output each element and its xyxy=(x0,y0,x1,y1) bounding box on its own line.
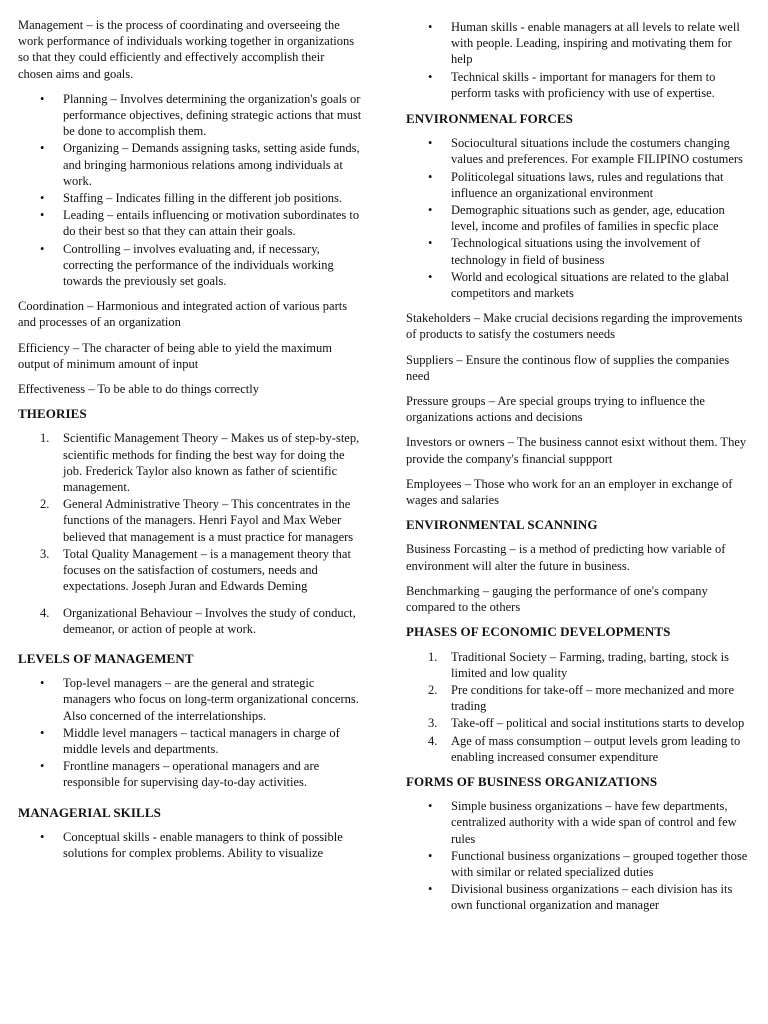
list-item: • Sociocultural situations include the costumers changing values and preferences. For example FILIPINO costumers xyxy=(406,135,752,167)
forms-list xyxy=(406,798,752,913)
list-item: • Frontline managers – operational managers and are responsible for supervising day-to-day activities. xyxy=(18,758,362,790)
efficiency-definition: Efficiency – The character of being able to yield the maximum output of minimum amount of input xyxy=(18,340,333,371)
list-item xyxy=(18,605,362,637)
skills-list-continued xyxy=(406,19,752,101)
left-column xyxy=(18,17,362,870)
list-text: Organizational Behaviour – Involves the study of conduct, demeanor, or action of people at work. xyxy=(63,605,356,636)
list-item: • Simple business organizations – have few departments, centralized authority with a wide span of control and few rules xyxy=(406,798,752,847)
list-item: • Politicolegal situations laws, rules and regulations that influence an organizational environment xyxy=(406,169,752,201)
list-item xyxy=(18,546,362,595)
list-item xyxy=(18,430,362,495)
list-number: 1. xyxy=(40,431,50,446)
phases-heading: PHASES OF ECONOMIC DEVELOPMENTS xyxy=(406,624,671,640)
employees-definition: Employees – Those who work for an an employer in exchange of wages and salaries xyxy=(406,476,733,508)
list-item: • Controlling – involves evaluating and, if necessary, correcting the performance of the individuals working towards the previously set goals. xyxy=(18,241,362,290)
skills-list xyxy=(18,829,362,861)
list-item: • Technical skills - important for managers for them to perform tasks with proficiency with use of expertise. xyxy=(406,69,752,101)
environmental-forces-list xyxy=(406,135,752,301)
list-number: 3. xyxy=(40,546,50,561)
management-definition: Management – is the process of coordinating and overseeing the work performance of individuals working together in organizations so that they could efficiently and effectively accomplish their chosen aims and goals. xyxy=(18,18,355,81)
list-item xyxy=(406,649,752,681)
coordination-definition: Coordination – Harmonious and integrated action of various parts and processes of an organization xyxy=(18,299,348,330)
list-item: • Technological situations using the involvement of technology in field of business xyxy=(406,235,752,267)
list-item xyxy=(18,496,362,545)
levels-list xyxy=(18,675,362,790)
list-text: Pre conditions for take-off – more mechanized and more trading xyxy=(451,682,735,714)
list-text: Take-off – political and social institutions starts to develop xyxy=(451,716,745,731)
investors-definition: Investors or owners – The business cannot esixt without them. They provide the company's financial suppport xyxy=(406,435,747,466)
theories-list xyxy=(18,430,362,636)
right-column xyxy=(406,19,752,923)
list-number: 4. xyxy=(428,733,438,748)
list-item: • Demographic situations such as gender, age, education level, income and profiles of families in specfic place xyxy=(406,202,752,234)
list-number: 2. xyxy=(40,497,50,512)
theories-heading: THEORIES xyxy=(18,406,87,422)
suppliers-definition: Suppliers – Ensure the continous flow of supplies the companies need xyxy=(406,352,730,383)
skills-heading: MANAGERIAL SKILLS xyxy=(18,804,161,820)
environmental-forces-heading: ENVIRONMENAL FORCES xyxy=(406,111,573,127)
list-item: • Conceptual skills - enable managers to think of possible solutions for complex problems. Ability to visualize xyxy=(18,829,362,861)
environmental-scanning-heading: ENVIRONMENTAL SCANNING xyxy=(406,517,598,533)
list-number: 3. xyxy=(428,716,438,731)
list-number: 4. xyxy=(40,605,50,620)
list-item: • Functional business organizations – grouped together those with similar or related specialized duties xyxy=(406,848,752,880)
list-item: • Organizing – Demands assigning tasks, setting aside funds, and bringing harmonious relations among individuals at work. xyxy=(18,140,362,189)
list-item: • Top-level managers – are the general and strategic managers who focus on long-term organizational concerns. Also concerned of the interrelationships. xyxy=(18,675,362,724)
pressure-groups-definition: Pressure groups – Are special groups trying to influence the organizations actions and decisions xyxy=(406,394,705,425)
list-text: Age of mass consumption – output levels grom leading to enabling increased consumer expenditure xyxy=(451,733,741,764)
list-item: • Planning – Involves determining the organization's goals or performance objectives, defining strategic actions that must be done to accomplish them. xyxy=(18,91,362,140)
list-item: • Middle level managers – tactical managers in charge of middle levels and departments. xyxy=(18,725,362,757)
list-item: • Staffing – Indicates filling in the different job positions. xyxy=(18,190,362,206)
list-text: General Administrative Theory – This concentrates in the functions of the managers. Henri Fayol and Max Weber believed that management is a must practice for managers xyxy=(63,497,354,544)
management-functions-list xyxy=(18,91,362,289)
list-number: 1. xyxy=(428,649,438,664)
levels-heading: LEVELS OF MANAGEMENT xyxy=(18,650,194,666)
list-text: Traditional Society – Farming, trading, barting, stock is limited and low quality xyxy=(451,649,729,680)
forcasting-definition: Business Forcasting – is a method of predicting how variable of environment will alter the future in business. xyxy=(406,542,726,573)
list-item xyxy=(406,715,752,731)
list-text: Scientific Management Theory – Makes us of step-by-step, scientific methods for finding the best way for doing the job. Frederick Taylor also known as father of scientific management. xyxy=(63,431,360,495)
list-text: Total Quality Management – is a management theory that focuses on the satisfaction of costumers, needs and expectations. Joseph Juran and Edwards Deming xyxy=(63,546,351,594)
effectiveness-definition: Effectiveness – To be able to do things correctly xyxy=(18,382,259,397)
list-item xyxy=(406,733,752,765)
list-number: 2. xyxy=(428,682,438,697)
phases-list xyxy=(406,649,752,765)
list-item: • Divisional business organizations – each division has its own functional organization and manager xyxy=(406,881,752,913)
stakeholders-definition: Stakeholders – Make crucial decisions regarding the improvements of products to satisfy the costumers needs xyxy=(406,311,743,342)
list-item xyxy=(406,682,752,714)
forms-heading: FORMS OF BUSINESS ORGANIZATIONS xyxy=(406,773,658,789)
list-item: • World and ecological situations are related to the glabal competitors and markets xyxy=(406,269,752,301)
benchmarking-definition: Benchmarking – gauging the performance of one's company compared to the others xyxy=(406,583,708,615)
list-item: • Leading – entails influencing or motivation subordinates to do their best so that they can attain their goals. xyxy=(18,207,362,239)
list-item: • Human skills - enable managers at all levels to relate well with people. Leading, inspiring and motivating them for help xyxy=(406,19,752,68)
